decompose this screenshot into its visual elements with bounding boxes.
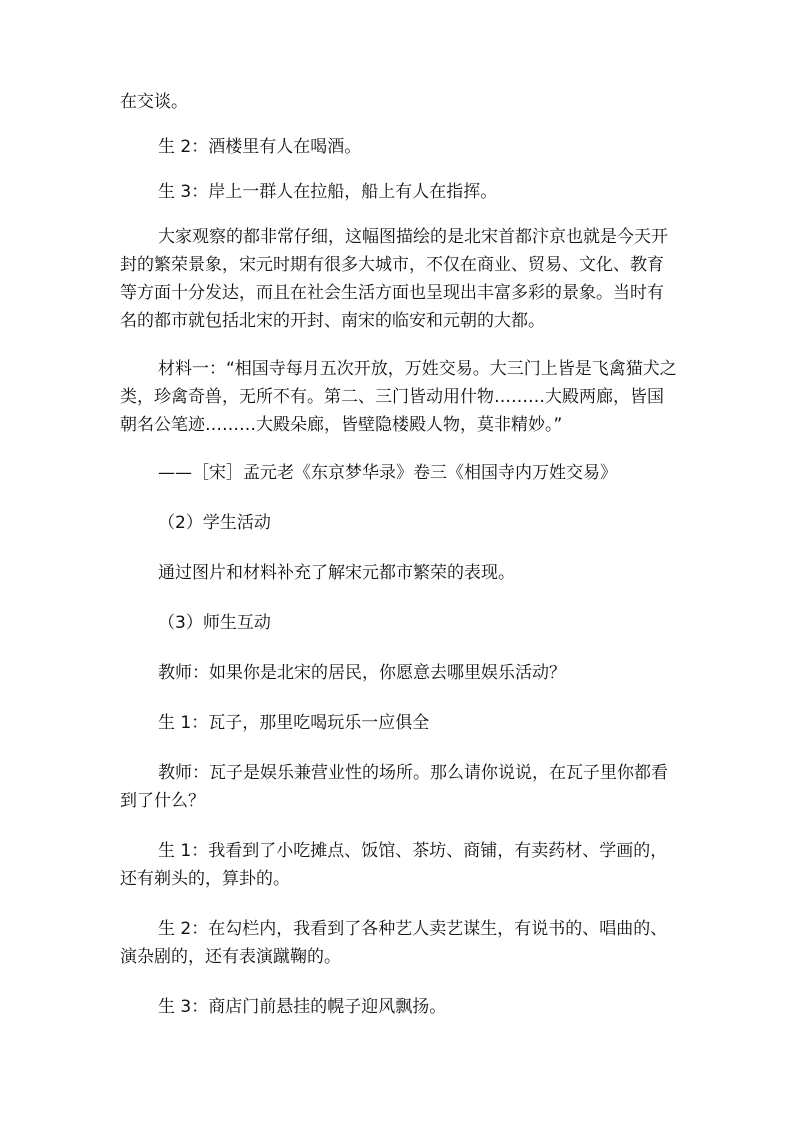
paragraph-source-citation: ——［宋］孟元老《东京梦华录》卷三《相国寺内万姓交易》 (158, 463, 617, 483)
paragraph-student-1-detail: 生 1：我看到了小吃摊点、饭馆、茶坊、商铺，有卖药材、学画的，还有剃头的，算卦的。 (120, 841, 668, 889)
document-page (120, 88, 680, 1021)
section-heading-interaction: （3）师生互动 (158, 613, 271, 633)
paragraph-teacher-followup: 教师：瓦子是娱乐兼营业性的场所。那么请你说说，在瓦子里你都看到了什么？ (120, 763, 668, 811)
paragraph-material-one: 材料一：“相国寺每月五次开放，万姓交易。大三门上皆是飞禽猫犬之类，珍禽奇兽，无所不有。第二、三门皆动用什物………大殿两廊，皆国朝名公笔迹………大殿朵廊，皆壁隐楼殿人物，莫非精妙。” (120, 359, 677, 435)
paragraph-student-2-detail: 生 2：在勾栏内，我看到了各种艺人卖艺谋生，有说书的、唱曲的、演杂剧的，还有表演蹴鞠的。 (120, 919, 668, 967)
paragraph-student-2-tavern: 生 2：酒楼里有人在喝酒。 (158, 137, 362, 157)
paragraph-continuation: 在交谈。 (120, 92, 188, 112)
paragraph-teacher-summary: 大家观察的都非常仔细，这幅图描绘的是北宋首都汴京也就是今天开封的繁荣景象，宋元时期有很多大城市，不仅在商业、贸易、文化、教育等方面十分发达，而且在社会生活方面也呈现出丰富多彩的景象。当时有名的都市就包括北宋的开封、南宋的临安和元朝的大都。 (120, 227, 668, 331)
paragraph-student-3-detail: 生 3：商店门前悬挂的幌子迎风飘扬。 (158, 997, 447, 1017)
section-heading-student-activity: （2）学生活动 (158, 513, 271, 533)
paragraph-student-1-answer: 生 1：瓦子，那里吃喝玩乐一应俱全 (158, 713, 430, 733)
paragraph-student-3-boat: 生 3：岸上一群人在拉船，船上有人在指挥。 (158, 182, 498, 202)
paragraph-activity-description: 通过图片和材料补充了解宋元都市繁荣的表现。 (158, 563, 515, 583)
paragraph-teacher-question: 教师：如果你是北宋的居民，你愿意去哪里娱乐活动？ (158, 663, 566, 683)
